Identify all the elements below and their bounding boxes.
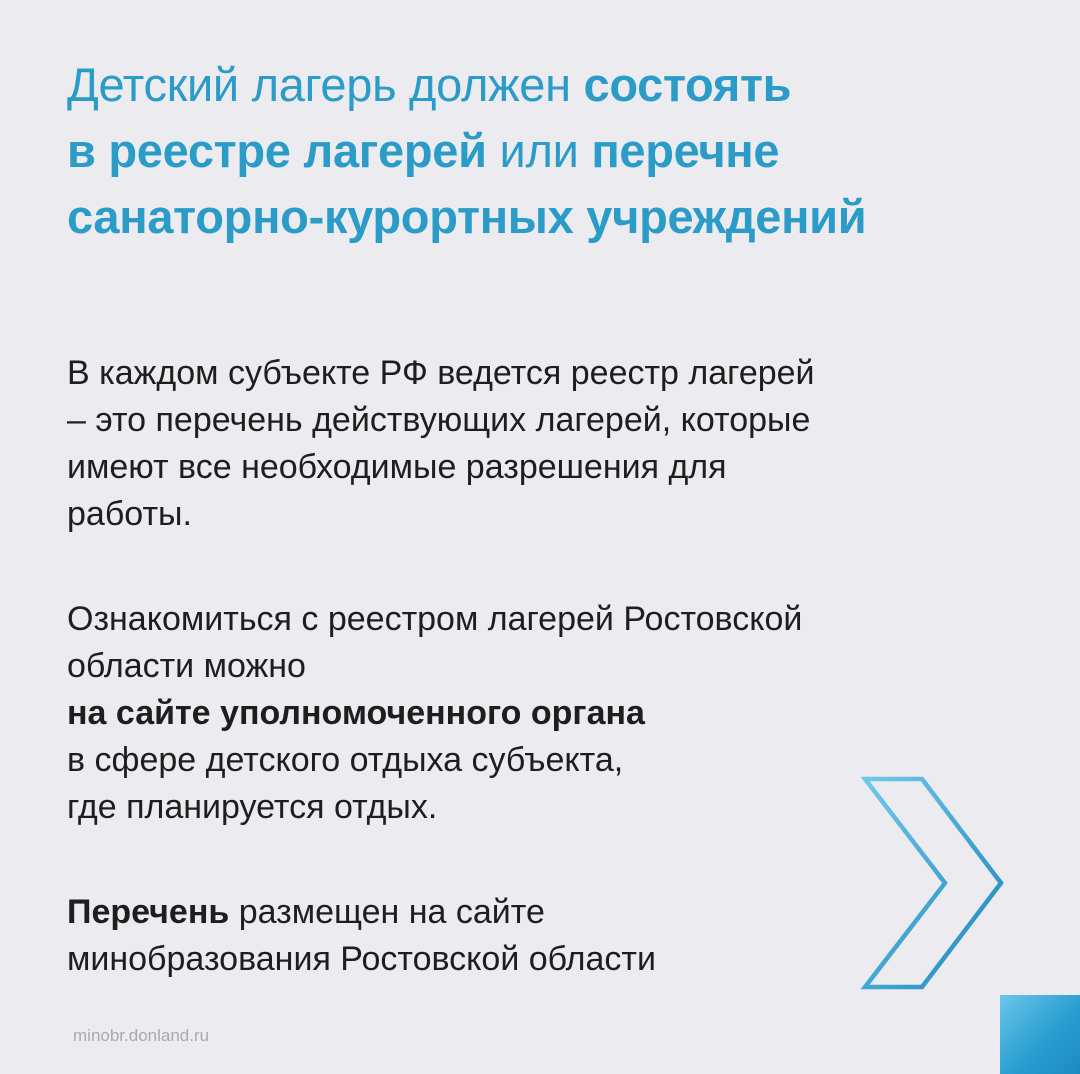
heading-text: или — [486, 124, 592, 177]
slide-heading — [67, 52, 1027, 250]
heading-emphasis: в реестре лагерей — [67, 124, 487, 177]
paragraph-line: минобразования Ростовской области — [67, 940, 656, 978]
paragraph-line: Ознакомиться с реестром лагерей Ростовской — [67, 600, 803, 638]
paragraph-line: в сфере детского отдыха субъекта, — [67, 741, 624, 779]
heading-line-2 — [67, 118, 1027, 184]
paragraph-line: работы. — [67, 495, 192, 533]
paragraph-line: области можно — [67, 647, 306, 685]
heading-emphasis: перечне — [591, 124, 780, 177]
footer-site-url: minobr.donland.ru — [73, 1026, 210, 1045]
paragraph-registry-info — [67, 350, 1007, 538]
paragraph-text: размещен на сайте — [229, 893, 545, 931]
paragraph-line: где планируется отдых. — [67, 788, 438, 826]
corner-accent-square — [1000, 995, 1080, 1074]
paragraph-line: В каждом субъекте РФ ведется реестр лагерей — [67, 354, 815, 392]
chevron-right-icon — [860, 775, 1010, 995]
paragraph-line: имеют все необходимые разрешения для — [67, 448, 727, 486]
heading-text: Детский лагерь должен — [67, 58, 584, 111]
heading-line-1 — [67, 52, 1027, 118]
heading-line-3 — [67, 184, 1027, 250]
paragraph-line — [67, 690, 1007, 737]
heading-emphasis: санаторно-курортных учреждений — [67, 190, 867, 243]
list-emphasis: Перечень — [67, 893, 230, 931]
authority-site-emphasis: на сайте уполномоченного органа — [67, 694, 645, 732]
paragraph-line: – это перечень действующих лагерей, которые — [67, 401, 811, 439]
heading-emphasis: состоять — [583, 58, 792, 111]
